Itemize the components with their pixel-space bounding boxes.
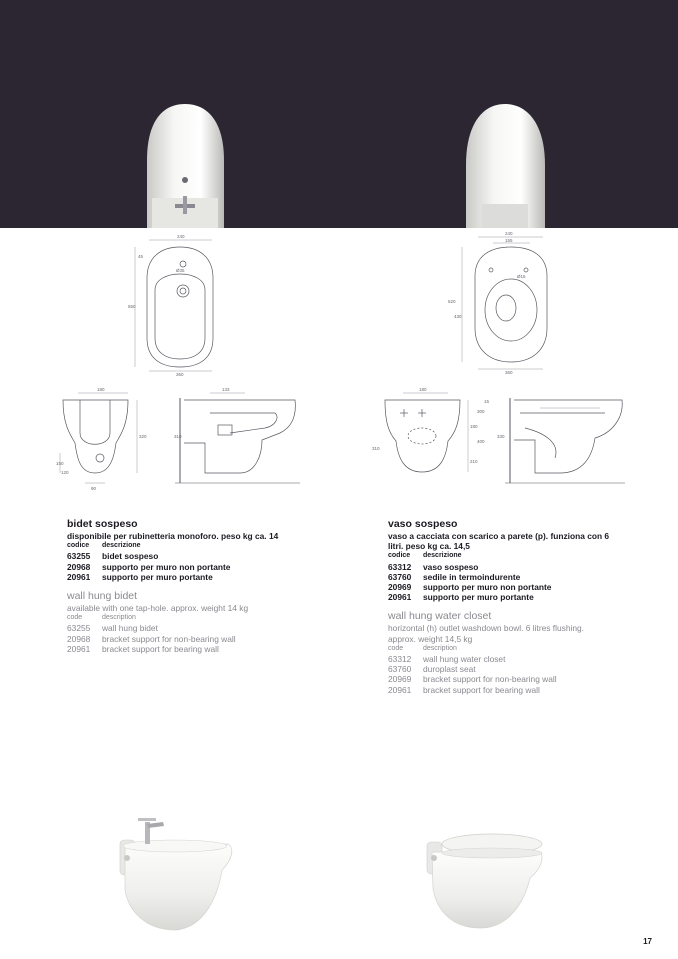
- table-row: [388, 654, 638, 664]
- bidet-description-en: available with one tap-hole. approx. weight 14 kg: [67, 603, 249, 614]
- item-code: 63255: [67, 623, 91, 634]
- header-description: descrizione: [423, 552, 462, 560]
- wc-table-header-en: [388, 644, 638, 654]
- header-code: code: [388, 644, 404, 652]
- bidet-photo-top: [147, 104, 224, 228]
- header-code: codice: [67, 542, 90, 550]
- dim-label: 133: [222, 387, 230, 392]
- item-desc: wall hung bidet: [102, 623, 158, 634]
- bidet-table-header-en: [67, 613, 337, 623]
- product-photos: [0, 800, 678, 950]
- bidet-title-en: wall hung bidet: [67, 590, 138, 603]
- dim-label: 180: [419, 387, 427, 392]
- dim-label: 330: [497, 434, 505, 439]
- bidet-table-header-it: [67, 541, 337, 551]
- bidet-description-it: disponibile per rubinetteria monoforo. peso kg ca. 14: [67, 531, 279, 541]
- hero-products-image: [0, 0, 678, 228]
- table-row: [388, 572, 638, 582]
- item-code: 20961: [67, 571, 91, 582]
- table-row: [388, 582, 638, 592]
- item-desc: bidet sospeso: [102, 551, 159, 562]
- item-desc: wall hung water closet: [423, 654, 506, 665]
- item-code: 63760: [388, 664, 412, 675]
- dim-label: 150: [56, 461, 64, 466]
- item-code: 63312: [388, 654, 412, 665]
- dim-label: 310: [372, 446, 380, 451]
- item-desc: bracket support for non-bearing wall: [423, 674, 557, 685]
- item-desc: supporto per muro portante: [102, 571, 213, 582]
- hero-banner: [0, 0, 678, 228]
- table-row: [388, 562, 638, 572]
- page-number: 17: [643, 937, 652, 946]
- item-desc: bracket support for non-bearing wall: [102, 633, 236, 644]
- item-desc: supporto per muro portante: [423, 592, 534, 603]
- wc-photo-top: [466, 104, 545, 228]
- item-code: 63255: [67, 551, 91, 562]
- wc-title-en: wall hung water closet: [388, 610, 492, 623]
- dim-label: 300: [477, 409, 485, 414]
- table-row: [388, 664, 638, 674]
- wc-english-block: [388, 610, 638, 694]
- item-code: 63312: [388, 561, 412, 572]
- header-code: codice: [388, 552, 411, 560]
- item-desc: sedile in termoindurente: [423, 571, 521, 582]
- dim-label: 320: [139, 434, 147, 439]
- dim-label: 550: [128, 304, 136, 309]
- item-code: 20961: [67, 643, 91, 654]
- wc-spec-block: [388, 518, 638, 695]
- table-row: [388, 592, 638, 602]
- table-row: [388, 685, 638, 695]
- dim-label: 180: [470, 424, 478, 429]
- dim-label: 360: [505, 370, 513, 375]
- wc-description-it-line2: litri. peso kg ca. 14,5: [388, 541, 470, 552]
- wc-front-view: [385, 393, 468, 472]
- header-description: descrizione: [102, 542, 141, 550]
- wc-description-en-line1: horizontal (h) outlet washdown bowl. 6 litres flushing.: [388, 623, 584, 634]
- item-code: 20969: [388, 674, 412, 685]
- item-code: 20961: [388, 684, 412, 695]
- dim-label: 240: [177, 234, 185, 239]
- table-row: [67, 572, 337, 582]
- wc-side-view: [505, 398, 625, 483]
- dim-label: Ø35: [176, 268, 185, 273]
- technical-drawings: [0, 228, 678, 528]
- item-code: 20968: [67, 633, 91, 644]
- table-row: [67, 634, 337, 644]
- dim-label: Ø16: [517, 274, 526, 279]
- dim-label: 155: [505, 238, 513, 243]
- wc-table-header-it: [388, 551, 638, 561]
- dim-label: 240: [505, 231, 513, 236]
- bidet-top-view: [135, 240, 213, 371]
- bidet-title-it: bidet sospeso: [67, 518, 138, 530]
- item-desc: supporto per muro non portante: [423, 582, 552, 593]
- header-description: description: [423, 644, 457, 652]
- wc-photo: [427, 834, 542, 928]
- wc-title-it: vaso sospeso: [388, 518, 458, 530]
- wc-top-view: [462, 237, 547, 369]
- item-desc: supporto per muro non portante: [102, 561, 231, 572]
- dim-label: 45: [138, 254, 144, 259]
- bidet-english-block: [67, 590, 337, 654]
- item-code: 20969: [388, 582, 412, 593]
- dim-label: 520: [448, 299, 456, 304]
- dim-label: 400: [477, 439, 485, 444]
- header-code: code: [67, 614, 83, 622]
- bidet-side-view: [175, 393, 300, 483]
- item-desc: duroplast seat: [423, 664, 476, 675]
- item-code: 20968: [67, 561, 91, 572]
- dim-label: 120: [61, 470, 69, 475]
- dim-label: 310: [174, 434, 182, 439]
- item-desc: bracket support for bearing wall: [102, 643, 219, 654]
- item-desc: bracket support for bearing wall: [423, 684, 540, 695]
- dim-label: 180: [97, 387, 105, 392]
- dim-label: 15: [484, 399, 490, 404]
- item-code: 20961: [388, 592, 412, 603]
- bidet-photo: [120, 818, 232, 930]
- dim-label: 430: [454, 314, 462, 319]
- table-row: [67, 623, 337, 633]
- bidet-front-view: [60, 393, 137, 483]
- wc-description-en-line2: approx. weight 14,5 kg: [388, 633, 473, 644]
- bidet-spec-block: [67, 518, 337, 654]
- wc-description-it-line1: vaso a cacciata con scarico a parete (p). funziona con 6: [388, 531, 610, 541]
- table-row: [67, 562, 337, 572]
- table-row: [67, 644, 337, 654]
- header-description: description: [102, 614, 136, 622]
- table-row: [67, 551, 337, 561]
- item-desc: vaso sospeso: [423, 561, 479, 572]
- dim-label: 90: [91, 486, 97, 491]
- dim-label: 360: [176, 372, 184, 377]
- dim-label: 210: [470, 459, 478, 464]
- item-code: 63760: [388, 571, 412, 582]
- table-row: [388, 674, 638, 684]
